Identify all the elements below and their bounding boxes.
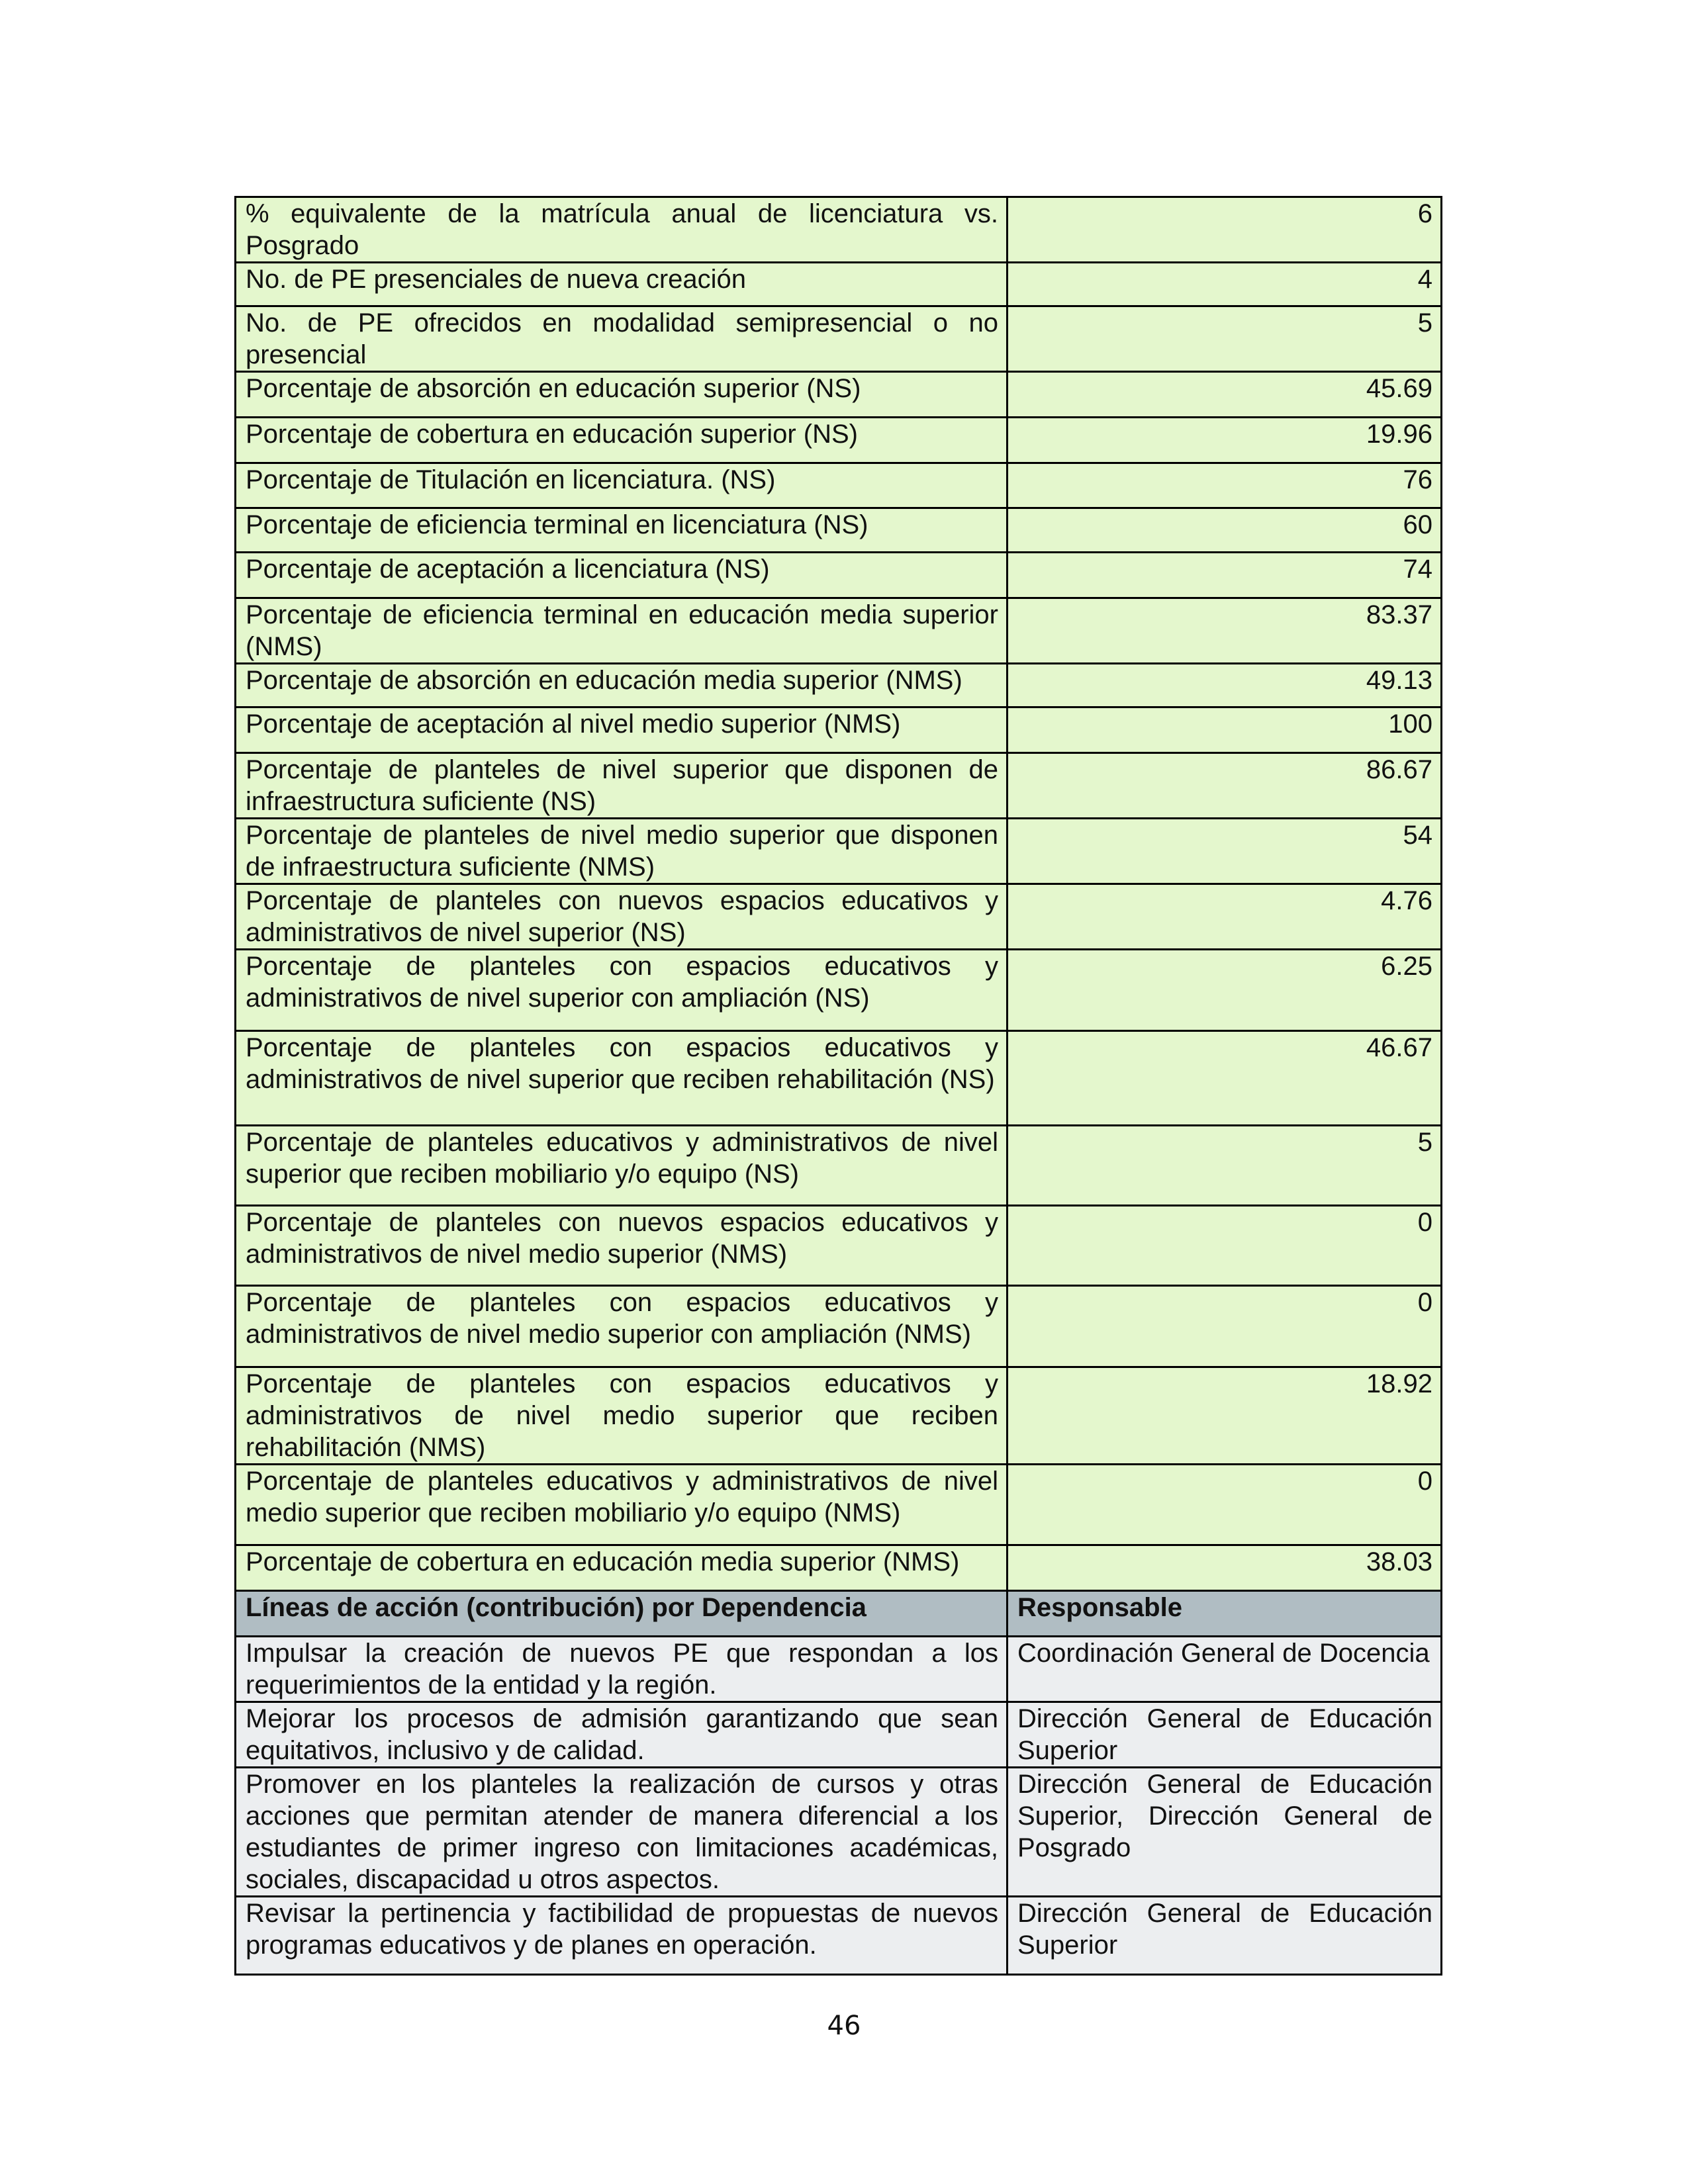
actions-header-row bbox=[236, 1591, 1442, 1637]
action-responsible: Coordinación General de Docencia bbox=[1008, 1637, 1442, 1702]
indicator-value: 60 bbox=[1008, 508, 1442, 553]
indicator-value: 38.03 bbox=[1008, 1545, 1442, 1591]
page-number: 46 bbox=[827, 2011, 861, 2041]
indicator-row bbox=[236, 884, 1442, 950]
action-row bbox=[236, 1897, 1442, 1975]
indicator-row bbox=[236, 1031, 1442, 1126]
indicator-row bbox=[236, 819, 1442, 884]
indicator-label: Porcentaje de aceptación al nivel medio superior (NMS) bbox=[236, 707, 1008, 753]
indicator-value: 6.25 bbox=[1008, 950, 1442, 1031]
indicator-value: 45.69 bbox=[1008, 372, 1442, 418]
indicator-label: Porcentaje de planteles de nivel medio superior que disponen de infraestructura suficiente (NMS) bbox=[236, 819, 1008, 884]
indicator-value: 76 bbox=[1008, 463, 1442, 508]
action-responsible: Dirección General de Educación Superior bbox=[1008, 1897, 1442, 1975]
indicator-label: Porcentaje de planteles con nuevos espacios educativos y administrativos de nivel superior (NS) bbox=[236, 884, 1008, 950]
indicator-label: Porcentaje de planteles con nuevos espacios educativos y administrativos de nivel medio superior (NMS) bbox=[236, 1206, 1008, 1286]
indicator-row bbox=[236, 1126, 1442, 1206]
actions-header-responsible: Responsable bbox=[1008, 1591, 1442, 1637]
indicator-label: No. de PE ofrecidos en modalidad semipresencial o no presencial bbox=[236, 306, 1008, 372]
action-responsible: Dirección General de Educación Superior bbox=[1008, 1702, 1442, 1768]
action-responsible: Dirección General de Educación Superior, Dirección General de Posgrado bbox=[1008, 1768, 1442, 1897]
indicator-value: 0 bbox=[1008, 1286, 1442, 1367]
indicator-label: No. de PE presenciales de nueva creación bbox=[236, 263, 1008, 306]
indicator-row bbox=[236, 1286, 1442, 1367]
action-row bbox=[236, 1637, 1442, 1702]
indicator-label: Porcentaje de planteles educativos y administrativos de nivel superior que reciben mobiliario y/o equipo (NS) bbox=[236, 1126, 1008, 1206]
indicator-label: Porcentaje de absorción en educación superior (NS) bbox=[236, 372, 1008, 418]
indicator-label: Porcentaje de eficiencia terminal en licenciatura (NS) bbox=[236, 508, 1008, 553]
indicator-row bbox=[236, 664, 1442, 707]
indicator-row bbox=[236, 1367, 1442, 1465]
indicator-value: 4 bbox=[1008, 263, 1442, 306]
indicator-value: 74 bbox=[1008, 553, 1442, 598]
indicator-row bbox=[236, 306, 1442, 372]
indicator-row bbox=[236, 197, 1442, 263]
indicator-label: Porcentaje de planteles de nivel superior que disponen de infraestructura suficiente (NS) bbox=[236, 753, 1008, 819]
action-line: Impulsar la creación de nuevos PE que respondan a los requerimientos de la entidad y la región. bbox=[236, 1637, 1008, 1702]
indicator-row bbox=[236, 753, 1442, 819]
indicator-label: Porcentaje de planteles educativos y administrativos de nivel medio superior que reciben mobiliario y/o equipo (NMS) bbox=[236, 1465, 1008, 1545]
indicator-value: 0 bbox=[1008, 1465, 1442, 1545]
action-row bbox=[236, 1768, 1442, 1897]
indicator-label: Porcentaje de cobertura en educación media superior (NMS) bbox=[236, 1545, 1008, 1591]
indicator-value: 100 bbox=[1008, 707, 1442, 753]
indicator-value: 86.67 bbox=[1008, 753, 1442, 819]
indicator-value: 5 bbox=[1008, 306, 1442, 372]
indicator-value: 54 bbox=[1008, 819, 1442, 884]
indicator-value: 5 bbox=[1008, 1126, 1442, 1206]
indicator-value: 0 bbox=[1008, 1206, 1442, 1286]
indicator-value: 49.13 bbox=[1008, 664, 1442, 707]
indicator-label: % equivalente de la matrícula anual de licenciatura vs. Posgrado bbox=[236, 197, 1008, 263]
indicator-label: Porcentaje de eficiencia terminal en educación media superior (NMS) bbox=[236, 598, 1008, 664]
indicator-row bbox=[236, 463, 1442, 508]
indicator-row bbox=[236, 418, 1442, 463]
action-line: Mejorar los procesos de admisión garantizando que sean equitativos, inclusivo y de calidad. bbox=[236, 1702, 1008, 1768]
indicator-row bbox=[236, 263, 1442, 306]
table-body bbox=[236, 197, 1442, 1975]
indicator-value: 6 bbox=[1008, 197, 1442, 263]
indicators-table bbox=[234, 196, 1442, 1976]
indicator-row bbox=[236, 1545, 1442, 1591]
indicator-row bbox=[236, 1465, 1442, 1545]
indicator-label: Porcentaje de planteles con espacios educativos y administrativos de nivel superior que reciben rehabilitación (NS) bbox=[236, 1031, 1008, 1126]
indicator-label: Porcentaje de aceptación a licenciatura (NS) bbox=[236, 553, 1008, 598]
indicator-row bbox=[236, 372, 1442, 418]
indicator-value: 83.37 bbox=[1008, 598, 1442, 664]
indicator-label: Porcentaje de planteles con espacios educativos y administrativos de nivel superior con ampliación (NS) bbox=[236, 950, 1008, 1031]
indicator-row bbox=[236, 1206, 1442, 1286]
action-row bbox=[236, 1702, 1442, 1768]
indicator-label: Porcentaje de planteles con espacios educativos y administrativos de nivel medio superior que reciben rehabilitación (NMS) bbox=[236, 1367, 1008, 1465]
indicator-label: Porcentaje de absorción en educación media superior (NMS) bbox=[236, 664, 1008, 707]
indicator-row bbox=[236, 950, 1442, 1031]
action-line: Promover en los planteles la realización de cursos y otras acciones que permitan atender de manera diferencial a los estudiantes de primer ingreso con limitaciones académicas, sociales, discapacidad u otros aspectos. bbox=[236, 1768, 1008, 1897]
action-line: Revisar la pertinencia y factibilidad de propuestas de nuevos programas educativos y de planes en operación. bbox=[236, 1897, 1008, 1975]
indicator-value: 4.76 bbox=[1008, 884, 1442, 950]
indicator-label: Porcentaje de Titulación en licenciatura. (NS) bbox=[236, 463, 1008, 508]
indicator-row bbox=[236, 598, 1442, 664]
indicator-value: 18.92 bbox=[1008, 1367, 1442, 1465]
indicator-row bbox=[236, 508, 1442, 553]
indicator-row bbox=[236, 553, 1442, 598]
actions-header-line: Líneas de acción (contribución) por Dependencia bbox=[236, 1591, 1008, 1637]
indicator-row bbox=[236, 707, 1442, 753]
indicator-label: Porcentaje de cobertura en educación superior (NS) bbox=[236, 418, 1008, 463]
indicator-value: 46.67 bbox=[1008, 1031, 1442, 1126]
indicator-label: Porcentaje de planteles con espacios educativos y administrativos de nivel medio superior con ampliación (NMS) bbox=[236, 1286, 1008, 1367]
indicator-value: 19.96 bbox=[1008, 418, 1442, 463]
